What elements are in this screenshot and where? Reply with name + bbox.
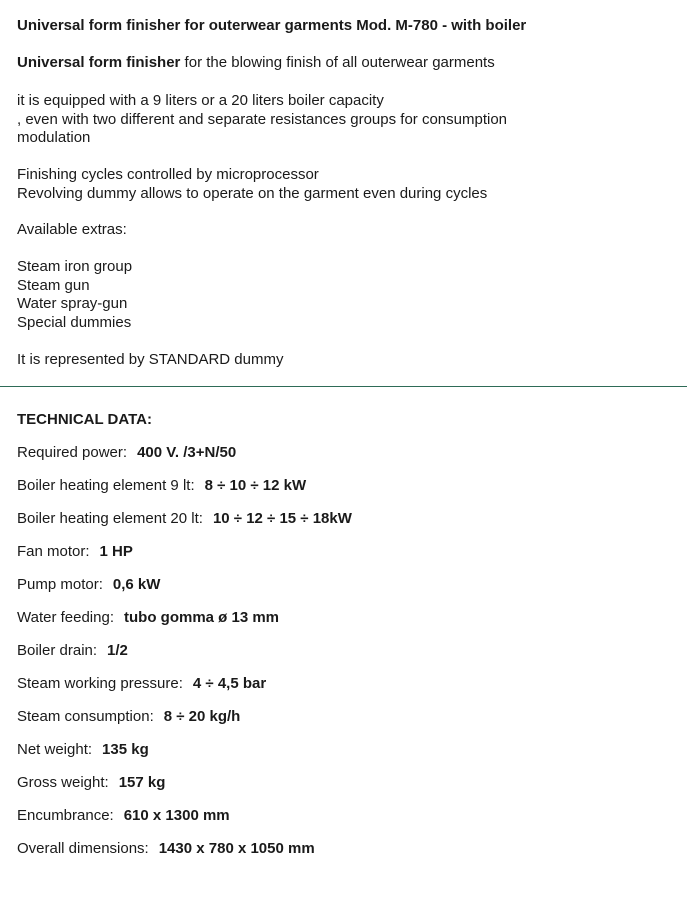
spec-label: Water feeding:	[17, 609, 114, 626]
spec-label: Steam consumption:	[17, 708, 154, 725]
spec-row	[17, 444, 236, 461]
extras-list	[17, 258, 657, 332]
standard-dummy-note: It is represented by STANDARD dummy	[17, 351, 284, 368]
spec-label: Boiler drain:	[17, 642, 98, 659]
spec-label: Fan motor:	[17, 543, 90, 560]
extras-item: Steam gun	[17, 276, 90, 294]
spec-value: tubo gomma ø 13 mm	[124, 609, 280, 626]
spec-row	[17, 576, 160, 593]
spec-row	[17, 741, 149, 758]
spec-row	[17, 543, 133, 560]
spec-value: 8 ÷ 10 ÷ 12 kW	[204, 477, 307, 494]
spec-label: Steam working pressure:	[17, 675, 183, 692]
spec-value: 610 x 1300 mm	[123, 807, 230, 824]
spec-value: 4 ÷ 4,5 bar	[192, 675, 267, 692]
spec-label: Boiler heating element 20 lt:	[17, 510, 203, 527]
cycles-paragraph	[17, 166, 657, 203]
spec-value: 157 kg	[118, 774, 166, 791]
boiler-line: , even with two different and separate resistances groups for consumption	[17, 110, 507, 128]
cycle-line: Finishing cycles controlled by microprocessor	[17, 166, 319, 183]
spec-value: 1430 x 780 x 1050 mm	[158, 840, 315, 857]
spec-row	[17, 840, 315, 857]
spec-value: 1/2	[107, 642, 128, 659]
spec-value: 135 kg	[102, 741, 149, 758]
intro-paragraph	[17, 54, 495, 71]
boiler-line: modulation	[17, 129, 91, 146]
spec-label: Gross weight:	[17, 774, 109, 791]
section-divider	[0, 386, 687, 387]
spec-value: 0,6 kW	[112, 576, 161, 593]
spec-label: Overall dimensions:	[17, 840, 149, 857]
spec-row	[17, 675, 266, 692]
extras-item: Water spray-gun	[17, 295, 128, 312]
spec-label: Net weight:	[17, 741, 93, 758]
spec-row	[17, 609, 279, 626]
spec-value: 1 HP	[99, 543, 133, 560]
extras-heading: Available extras:	[17, 221, 127, 238]
cycle-line: Revolving dummy allows to operate on the garment even during cycles	[17, 184, 488, 202]
spec-row	[17, 708, 240, 725]
extras-item: Special dummies	[17, 313, 132, 331]
boiler-line: it is equipped with a 9 liters or a 20 liters boiler capacity	[17, 92, 384, 109]
spec-value: 8 ÷ 20 kg/h	[163, 708, 241, 725]
technical-data-heading: TECHNICAL DATA:	[17, 411, 152, 428]
boiler-paragraph	[17, 92, 657, 148]
spec-label: Pump motor:	[17, 576, 103, 593]
spec-value: 10 ÷ 12 ÷ 15 ÷ 18kW	[212, 510, 352, 527]
spec-row	[17, 510, 352, 527]
intro-text: for the blowing finish of all outerwear garments	[180, 54, 495, 71]
spec-row	[17, 774, 165, 791]
spec-row	[17, 477, 306, 494]
spec-value: 400 V. /3+N/50	[137, 444, 237, 461]
extras-item: Steam iron group	[17, 258, 133, 275]
spec-row	[17, 807, 230, 824]
spec-label: Encumbrance:	[17, 807, 114, 824]
spec-label: Boiler heating element 9 lt:	[17, 477, 195, 494]
spec-row	[17, 642, 128, 659]
spec-label: Required power:	[17, 444, 128, 461]
intro-bold-text: Universal form finisher	[17, 54, 181, 71]
product-title: Universal form finisher for outerwear garments Mod. M-780 - with boiler	[17, 17, 527, 34]
